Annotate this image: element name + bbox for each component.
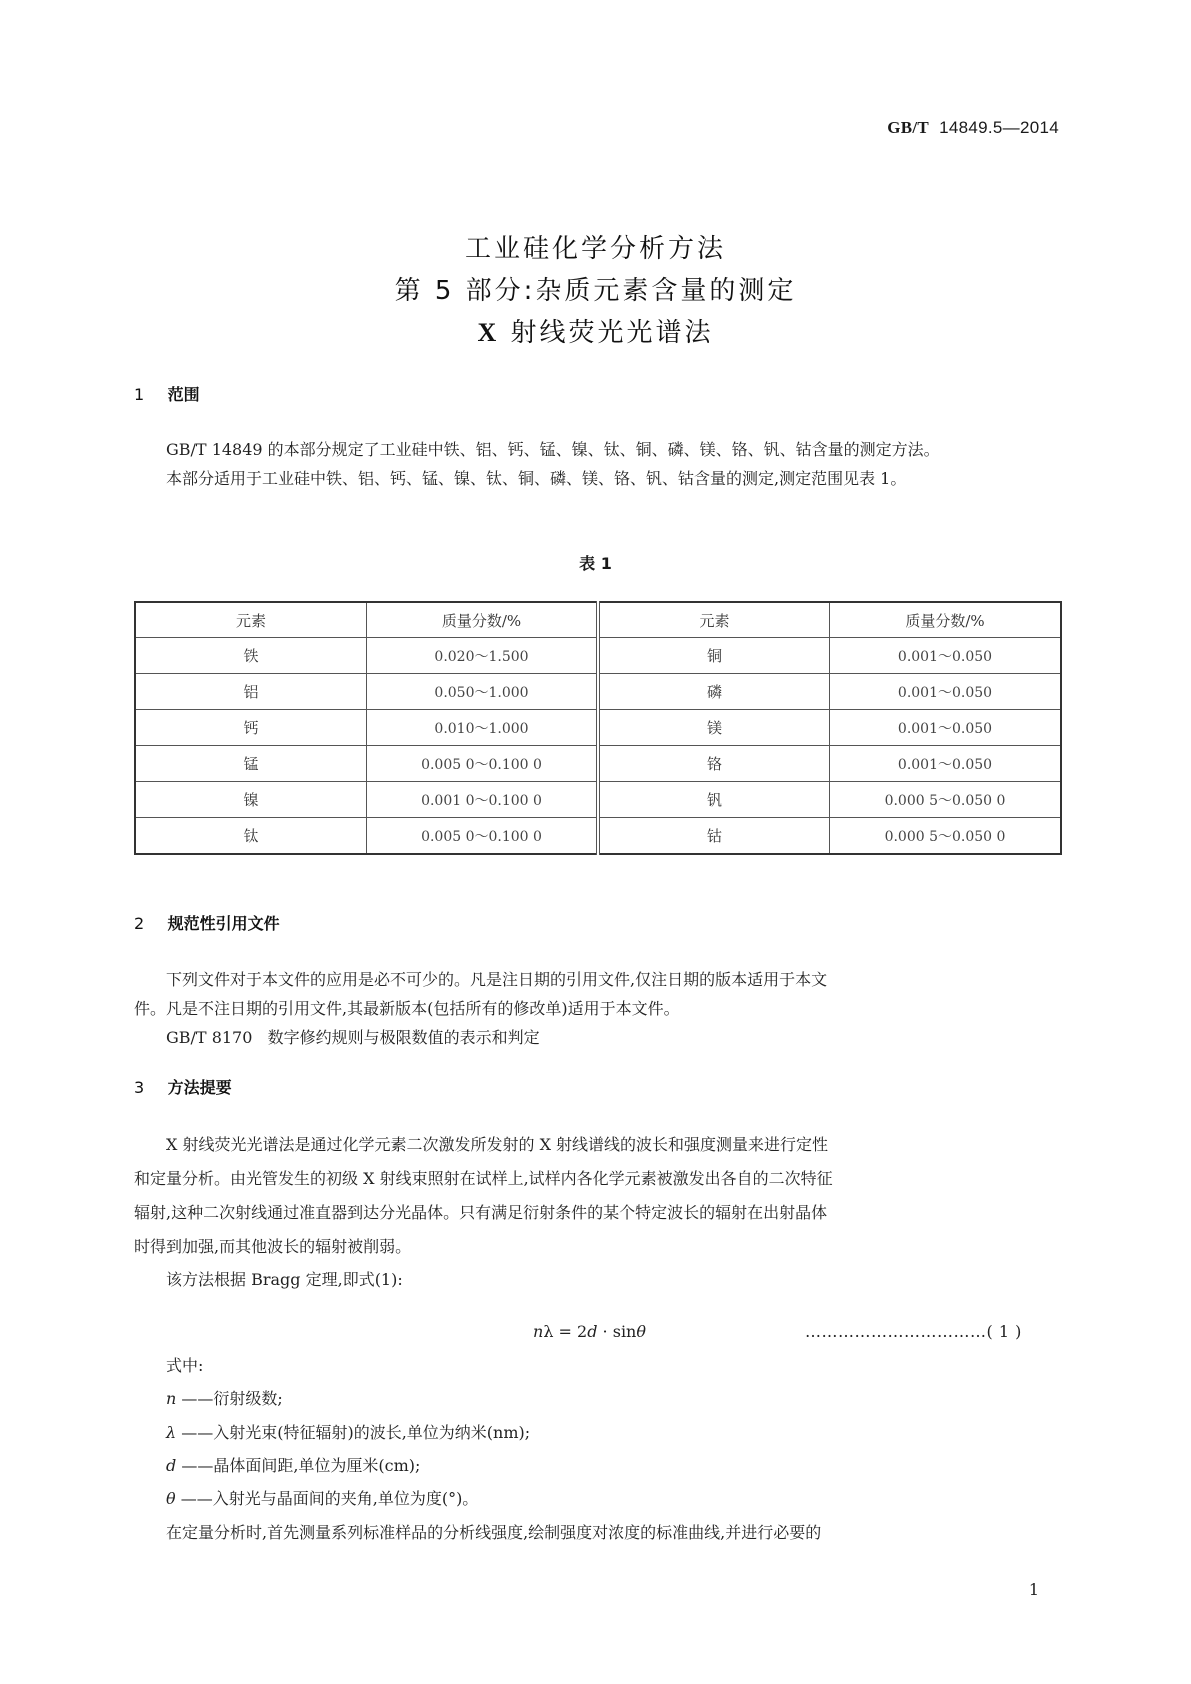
table-row [135, 638, 1061, 674]
standard-prefix: GB/T [887, 118, 930, 137]
range-table [134, 601, 1062, 855]
paragraph: 该方法根据 Bragg 定理,即式(1): [166, 1270, 403, 1289]
variable-symbol: n [166, 1389, 177, 1408]
document-title-line-1: 工业硅化学分析方法 [464, 234, 726, 264]
standard-code: 14849.5—2014 [939, 118, 1059, 137]
range-cell: 0.000 5～0.050 0 [830, 782, 1062, 818]
range-cell: 0.050～1.000 [367, 674, 599, 710]
range-cell: 0.010～1.000 [367, 710, 599, 746]
range-cell: 0.020～1.500 [367, 638, 599, 674]
element-cell: 镍 [135, 782, 367, 818]
formula-d: d [587, 1322, 598, 1341]
section-number: 1 [134, 385, 145, 404]
paragraph: 在定量分析时,首先测量系列标准样品的分析线强度,绘制强度对浓度的标准曲线,并进行必要的 [166, 1523, 822, 1542]
variable-desc: ——入射光束(特征辐射)的波长,单位为纳米(nm); [181, 1423, 531, 1442]
section-title: 规范性引用文件 [167, 914, 280, 933]
header-element: 元素 [598, 602, 830, 638]
element-cell: 铁 [135, 638, 367, 674]
range-cell: 0.005 0～0.100 0 [367, 818, 599, 855]
table-row [135, 782, 1061, 818]
element-cell: 钴 [598, 818, 830, 855]
paragraph: 辐射,这种二次射线通过准直器到达分光晶体。只有满足衍射条件的某个特定波长的辐射在出射晶体 [134, 1203, 828, 1222]
page-number: 1 [1028, 1580, 1039, 1599]
table-row [135, 674, 1061, 710]
element-cell: 铝 [135, 674, 367, 710]
variable-symbol: λ [166, 1423, 177, 1442]
standard-number [887, 118, 1059, 138]
reference-title: 数字修约规则与极限数值的表示和判定 [267, 1028, 540, 1047]
formula-equals: = 2 [553, 1322, 588, 1341]
range-cell: 0.001～0.050 [830, 674, 1062, 710]
range-cell: 0.001～0.050 [830, 746, 1062, 782]
variable-definition [166, 1423, 530, 1443]
section-heading-1 [134, 382, 200, 405]
paragraph: 和定量分析。由光管发生的初级 X 射线束照射在试样上,试样内各化学元素被激发出各自的二次特征 [134, 1169, 833, 1188]
bragg-formula [533, 1322, 646, 1342]
formula-n: n [533, 1322, 544, 1341]
formula-number [805, 1322, 1022, 1342]
paragraph: X 射线荧光光谱法是通过化学元素二次激发所发射的 X 射线谱线的波长和强度测量来进行定性 [166, 1135, 829, 1154]
element-cell: 钙 [135, 710, 367, 746]
title-line-3-text: 射线荧光光谱法 [510, 318, 714, 348]
document-title-line-2: 第 5 部分:杂质元素含量的测定 [394, 276, 797, 306]
paragraph: 件。凡是不注日期的引用文件,其最新版本(包括所有的修改单)适用于本文件。 [134, 999, 680, 1018]
variable-definition [166, 1389, 283, 1409]
variable-desc: ——衍射级数; [181, 1389, 283, 1408]
header-mass-fraction: 质量分数/% [367, 602, 599, 638]
element-cell: 磷 [598, 674, 830, 710]
formula-theta: θ [636, 1322, 646, 1341]
variable-definition [166, 1456, 420, 1476]
range-cell: 0.001～0.050 [830, 710, 1062, 746]
reference-item [166, 1028, 540, 1048]
paragraph: 时得到加强,而其他波长的辐射被削弱。 [134, 1237, 412, 1256]
section-heading-2 [134, 911, 280, 934]
paragraph: 本部分适用于工业硅中铁、铝、钙、锰、镍、钛、铜、磷、镁、铬、钒、钴含量的测定,测定范围见表 1。 [166, 469, 907, 488]
paragraph: GB/T 14849 的本部分规定了工业硅中铁、铝、钙、锰、镍、钛、铜、磷、镁、铬、钒、钴含量的测定方法。 [166, 440, 940, 459]
header-element: 元素 [135, 602, 367, 638]
table-row [135, 818, 1061, 855]
element-cell: 铜 [598, 638, 830, 674]
section-number: 2 [134, 914, 145, 933]
range-cell: 0.000 5～0.050 0 [830, 818, 1062, 855]
table-row [135, 746, 1061, 782]
table-row [135, 710, 1061, 746]
header-mass-fraction: 质量分数/% [830, 602, 1062, 638]
document-title-line-3 [0, 312, 1191, 349]
variable-definition [166, 1489, 478, 1509]
element-cell: 钒 [598, 782, 830, 818]
equation-label: ( 1 ) [986, 1322, 1022, 1341]
paragraph: 下列文件对于本文件的应用是必不可少的。凡是注日期的引用文件,仅注日期的版本适用于本文 [166, 970, 828, 989]
variable-desc: ——晶体面间距,单位为厘米(cm); [181, 1456, 421, 1475]
element-cell: 锰 [135, 746, 367, 782]
section-title: 方法提要 [167, 1078, 232, 1097]
element-cell: 铬 [598, 746, 830, 782]
table-header-row [135, 602, 1061, 638]
where-label: 式中: [166, 1356, 204, 1375]
range-cell: 0.005 0～0.100 0 [367, 746, 599, 782]
element-cell: 镁 [598, 710, 830, 746]
variable-desc: ——入射光与晶面间的夹角,单位为度(°)。 [180, 1489, 479, 1508]
formula-lambda: λ [543, 1322, 554, 1341]
dot-leader: …………………………… [805, 1322, 987, 1341]
section-title: 范围 [167, 385, 200, 404]
range-cell: 0.001～0.050 [830, 638, 1062, 674]
title-x-prefix: X [477, 318, 500, 347]
variable-symbol: θ [166, 1489, 176, 1508]
section-heading-3 [134, 1075, 232, 1098]
range-cell: 0.001 0～0.100 0 [367, 782, 599, 818]
section-number: 3 [134, 1078, 145, 1097]
reference-code: GB/T 8170 [166, 1028, 253, 1047]
variable-symbol: d [166, 1456, 177, 1475]
formula-sin: · sin [597, 1322, 637, 1341]
table-caption: 表 1 [579, 554, 612, 573]
element-cell: 钛 [135, 818, 367, 855]
